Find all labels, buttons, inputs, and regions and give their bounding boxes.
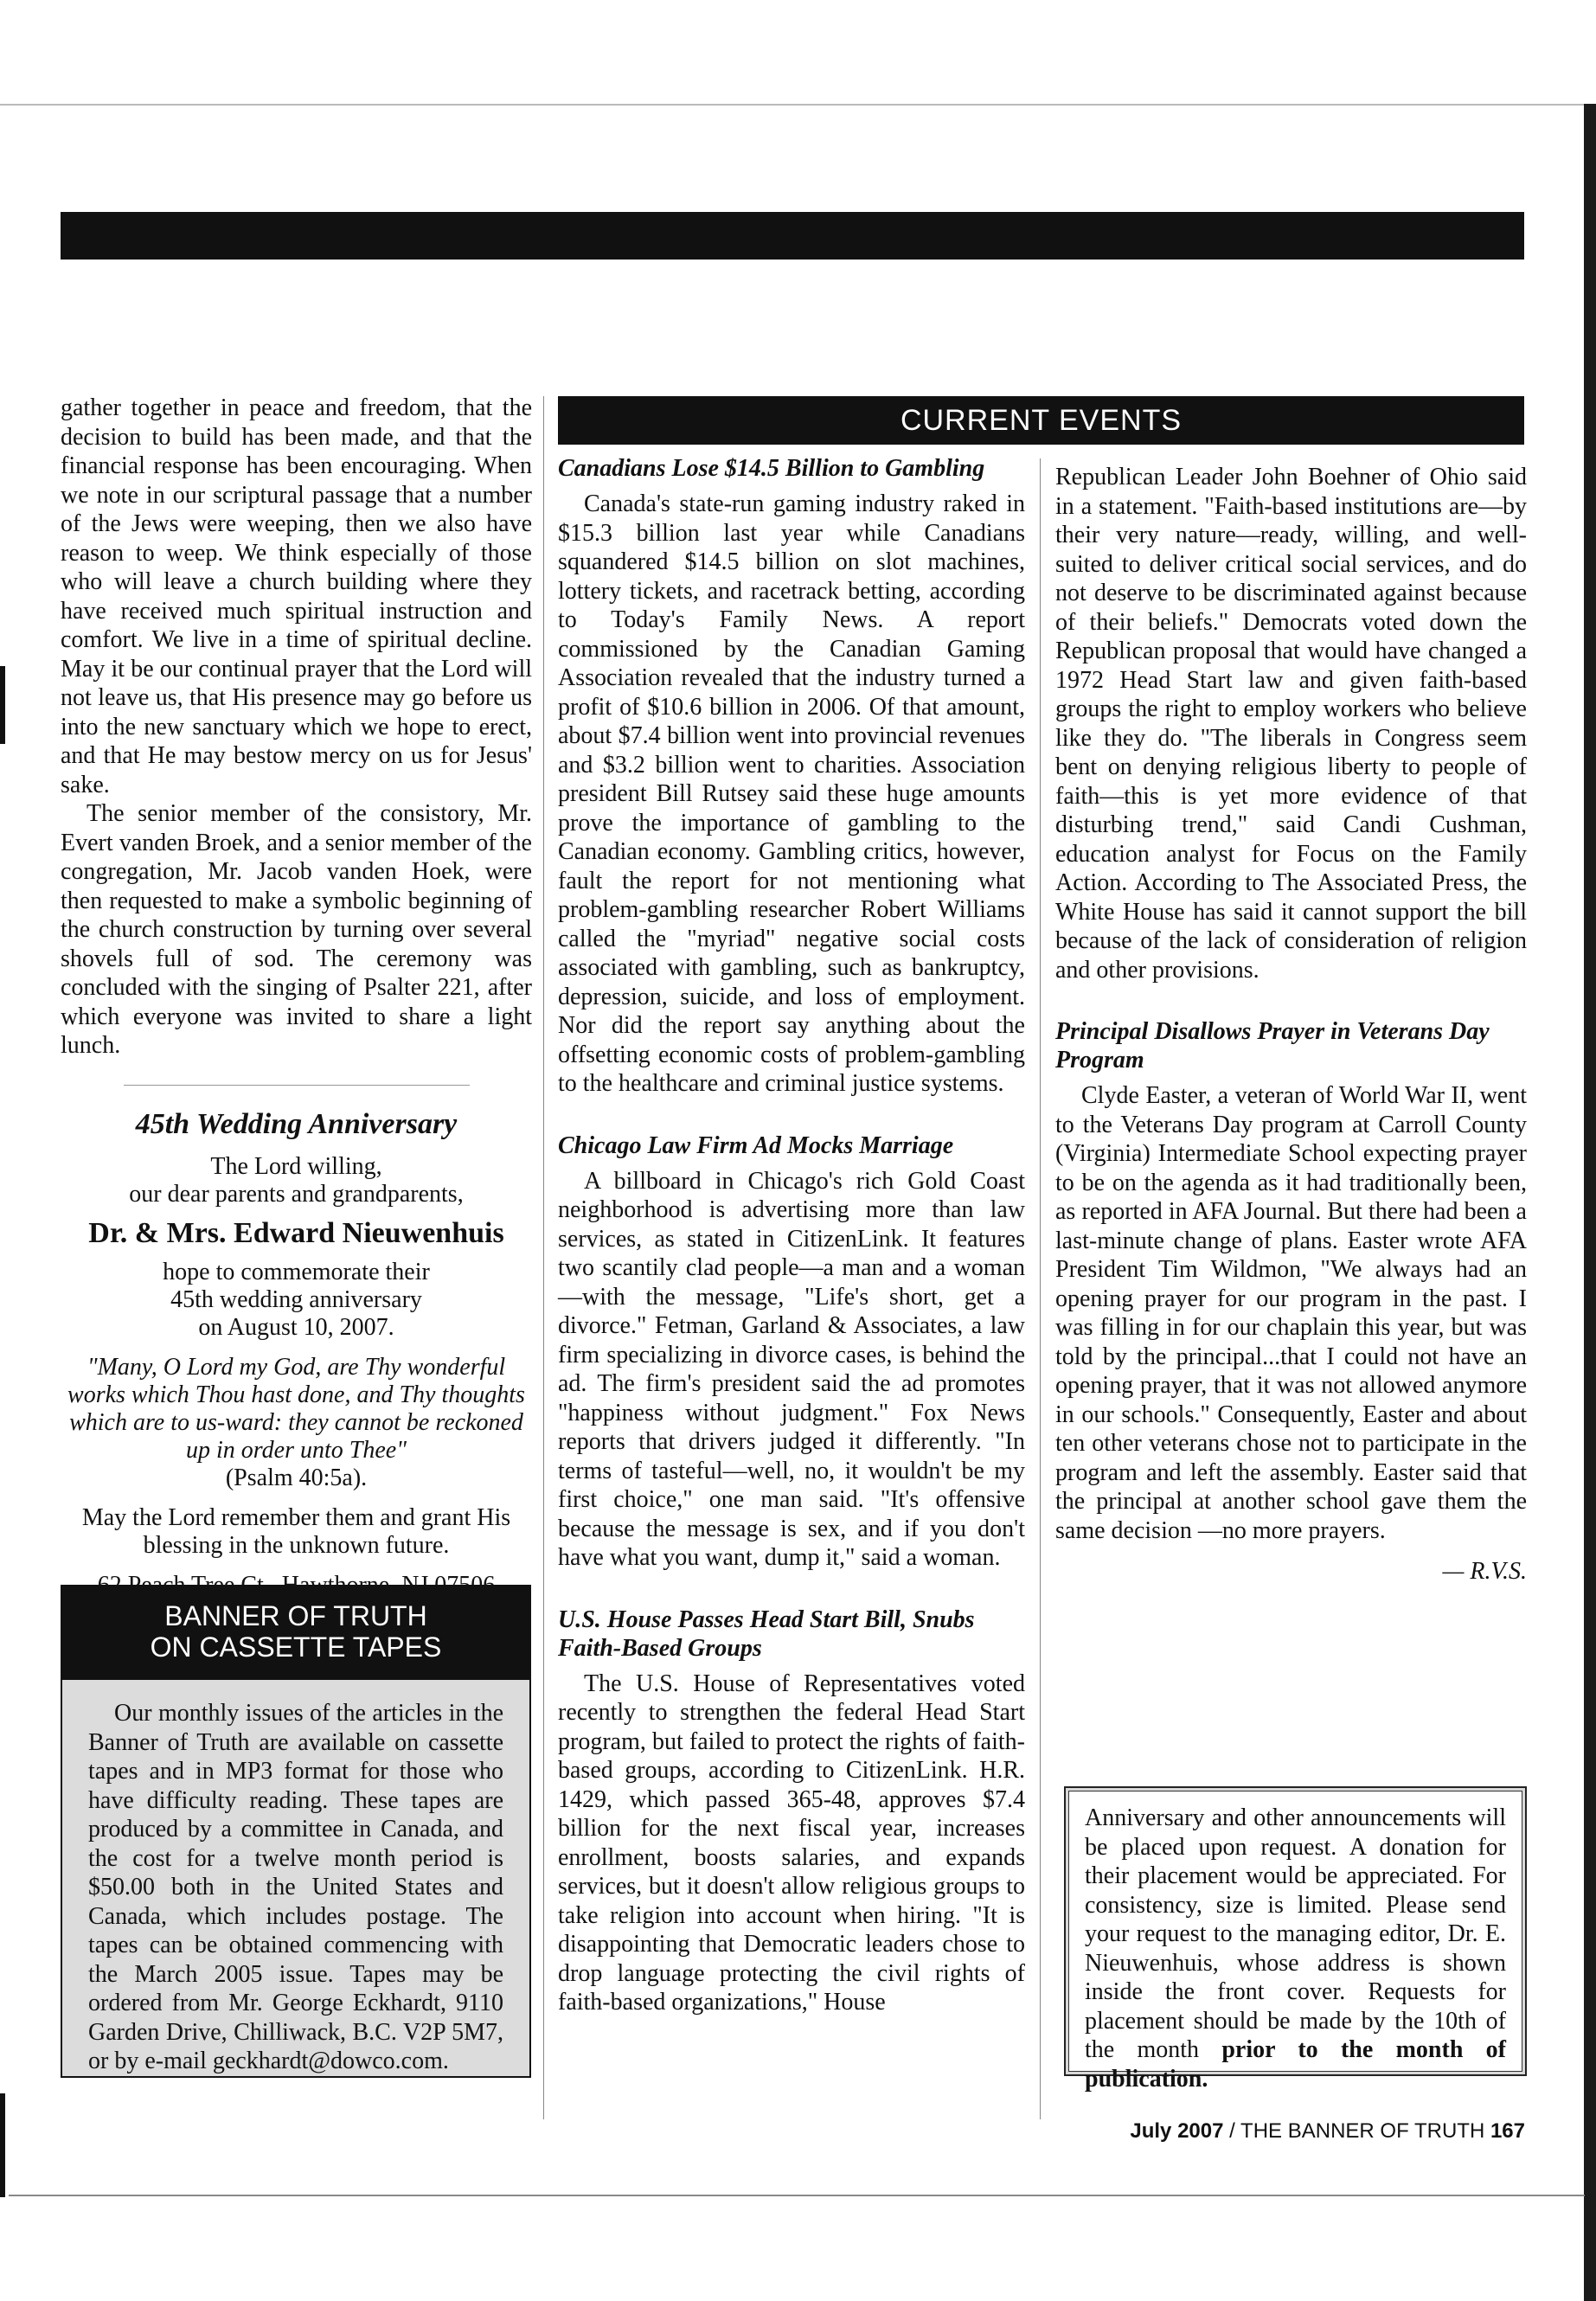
footer-month: July 2007 — [1130, 2119, 1224, 2143]
article-paragraph: gather together in peace and freedom, that the decision to build has been made, and that the financial response has been encouraging. When we note in our scriptural passage that a number of the Jews were weeping, then we also have reason to weep. We think especially of those who will leave a church building where they have received much spiritual instruction and comfort. We live in a time of spiritual decline. May it be our continual prayer that the Lord will not leave us, that His presence may go before us into the new sanctuary which we hope to erect, and that He may bestow mercy on us for Jesus' sake. — [61, 394, 532, 798]
cassette-title-line: BANNER OF TRUTH — [164, 1600, 427, 1631]
article-paragraph: The senior member of the consistory, Mr. Evert vanden Broek, and a senior member of the congregation, Mr. Jacob vanden Hoek, were then requested to make a symbolic beginning of the church construction by turning over several shovels full of sod. The ceremony was concluded with the singing of Psalter 221, after which everyone was invited to share a light lunch. — [61, 800, 532, 1059]
cassette-tapes-box — [61, 1585, 531, 2078]
anniversary-date: on August 10, 2007. — [198, 1313, 394, 1341]
article-body: Canada's state-run gaming industry raked in $15.3 billion last year while Canadians squandered $14.5 billion on slot machines, lottery tickets, and racetrack betting, according to Today's Family News. A report commissioned by the Canadian Gaming Association revealed that the industry turned a profit of $10.6 billion in 2006. Of that amount, about $7.4 billion went into provincial revenues and $3.2 billion went to charities. Association president Bill Rutsey said these huge amounts prove the importance of gambling to the Canadian economy. Gambling critics, however, fault the report for not mentioning what problem-gambling researcher Robert Williams called the "myriad" negative social costs associated with gambling, such as bankruptcy, depression, suicide, and loss of employment. Nor did the report say anything about the offsetting economic costs of problem-gambling to the healthcare and criminal justice systems. — [558, 490, 1025, 1097]
article-headline: Canadians Lose $14.5 Billion to Gambling — [558, 455, 985, 482]
anniversary-verse: "Many, O Lord my God, are Thy wonderful works which Thou hast done, and Thy thoughts which are to us-ward: they cannot be reckoned up in order unto Thee" — [67, 1353, 525, 1464]
scan-edge-mark — [0, 666, 5, 744]
bottom-rule — [9, 2195, 1585, 2196]
article-headline: Principal Disallows Prayer in Veterans Day Program — [1055, 1018, 1490, 1074]
article-body-continued: Republican Leader John Boehner of Ohio said in a statement. "Faith-based institutions are—by their very nature—ready, willing, and well-suited to deliver critical social services, and do not deserve to be discriminated against because of their beliefs." Democrats voted down the Republican proposal that would have changed a 1972 Head Start law and given faith-based groups the right to employ workers who believe like they do. "The liberals in Congress seem bent on denying religious liberty to people of faith—this is yet more evidence of that disturbing trend," said Candi Cushman, education analyst for Focus on the Family Action. According to The Associated Press, the White House has said it cannot support the bill because of the lack of consideration of religion and other provisions. — [1055, 464, 1527, 984]
column-rule — [1040, 458, 1041, 2119]
anniversary-line: 45th wedding anniversary — [170, 1285, 422, 1313]
article-body: The U.S. House of Representatives voted recently to strengthen the federal Head Start program, but failed to protect the rights of faith-based groups, according to CitizenLink. H.R. 1429, which passed 365-48, approves $7.4 billion for the next fiscal year, increases enrollment, boosts salaries, and expands services, but it doesn't allow religious groups to take religion into account when hiring. "It is disappointing that Democratic leaders chose to drop language protecting the civil rights of faith-based organizations," House — [558, 1670, 1025, 2016]
cassette-tapes-text: Our monthly issues of the articles in the Banner of Truth are available on cassette tapes and in MP3 format for those who have difficulty reading. These tapes are produced by a committee in Canada, and the cost for a twelve month period is $50.00 both in the United States and Canada, which includes postage. The tapes can be obtained commencing with the March 2005 issue. Tapes may be ordered from Mr. George Eckhardt, 9110 Garden Drive, Chilliwack, B.C. V2P 5M7, or by e-mail geckhardt@dowco.com. — [88, 1700, 503, 2074]
article-headline: U.S. House Passes Head Start Bill, Snubs Faith-Based Groups — [558, 1606, 975, 1662]
anniversary-blessing: May the Lord remember them and grant His blessing in the unknown future. — [81, 1503, 511, 1559]
page-footer — [1130, 2119, 1525, 2144]
anniversary-line: The Lord willing, — [210, 1152, 382, 1180]
announcement-emphasis: prior to the month of publication. — [1085, 2036, 1507, 2093]
announcement-box — [1064, 1786, 1527, 2093]
column-1 — [61, 394, 532, 1599]
current-events-header: CURRENT EVENTS — [558, 396, 1524, 445]
cassette-tapes-header — [62, 1586, 529, 1680]
anniversary-line: hope to commemorate their — [163, 1258, 430, 1285]
top-rule — [0, 104, 1596, 106]
scan-edge-mark — [0, 2093, 5, 2197]
header-black-bar — [61, 212, 1524, 260]
announcement-body: Anniversary and other announcements will be placed upon request. A donation for their placement would be appreciated. For consistency, size is limited. Please send your request to the managing editor, Dr. E. Nieuwenhuis, whose address is shown inside the front cover. Requests for placement should be made by the 10th of the month — [1085, 1804, 1506, 2063]
section-divider — [124, 1085, 470, 1086]
footer-publication: THE BANNER OF TRUTH — [1240, 2119, 1485, 2143]
article-headline: Chicago Law Firm Ad Mocks Marriage — [558, 1131, 954, 1159]
author-signature: — R.V.S. — [1442, 1558, 1527, 1585]
column-3 — [1055, 463, 1527, 1586]
article-body: Clyde Easter, a veteran of World War II, went to the Veterans Day program at Carroll County (Virginia) Intermediate School expecting prayer to be on the agenda as it had traditionally been, as reported in AFA Journal. But there had been a last-minute change of plans. Easter wrote AFA President Tim Wildmon, "We always had an opening prayer for our program in the past. I was filling in for our chaplain this year, but was told by the principal...that I could not have an opening prayer, that it was not allowed anymore in our schools." Consequently, Easter and about ten other veterans chose not to participate in the program and left the assembly. Easter said that the principal at another school gave them the same decision —no more prayers. — [1055, 1082, 1527, 1544]
column-2 — [558, 454, 1025, 2017]
announcement-text — [1068, 1791, 1522, 2093]
anniversary-announcement — [61, 1108, 532, 1599]
article-body: A billboard in Chicago's rich Gold Coast neighborhood is advertising more than law services, as stated in CitizenLink. It features two scantily clad people—a man and a woman—with the message, "Life's short, get a divorce." Fetman, Garland & Associates, a law firm specializing in divorce cases, is behind the ad. The firm's president said the ad promotes "happiness without judgment." Fox News reports that drivers judged it differently. "In terms of tasteful—well, no, it wouldn't be my first choice," one man said. "It's offensive because the message is sex, and if you don't have what you want, dump it," said a woman. — [558, 1167, 1025, 1571]
page-number: 167 — [1490, 2119, 1525, 2143]
cassette-title-line: ON CASSETTE TAPES — [150, 1631, 442, 1663]
cassette-tapes-body — [62, 1680, 529, 2076]
anniversary-verse-ref: (Psalm 40:5a). — [225, 1464, 368, 1491]
anniversary-title: 45th Wedding Anniversary — [135, 1107, 458, 1140]
footer-separator: / — [1229, 2119, 1235, 2143]
anniversary-names: Dr. & Mrs. Edward Nieuwenhuis — [88, 1216, 504, 1249]
anniversary-line: our dear parents and grandparents, — [129, 1180, 464, 1208]
column-rule — [543, 396, 544, 2119]
page-edge-shadow — [1584, 104, 1596, 2301]
